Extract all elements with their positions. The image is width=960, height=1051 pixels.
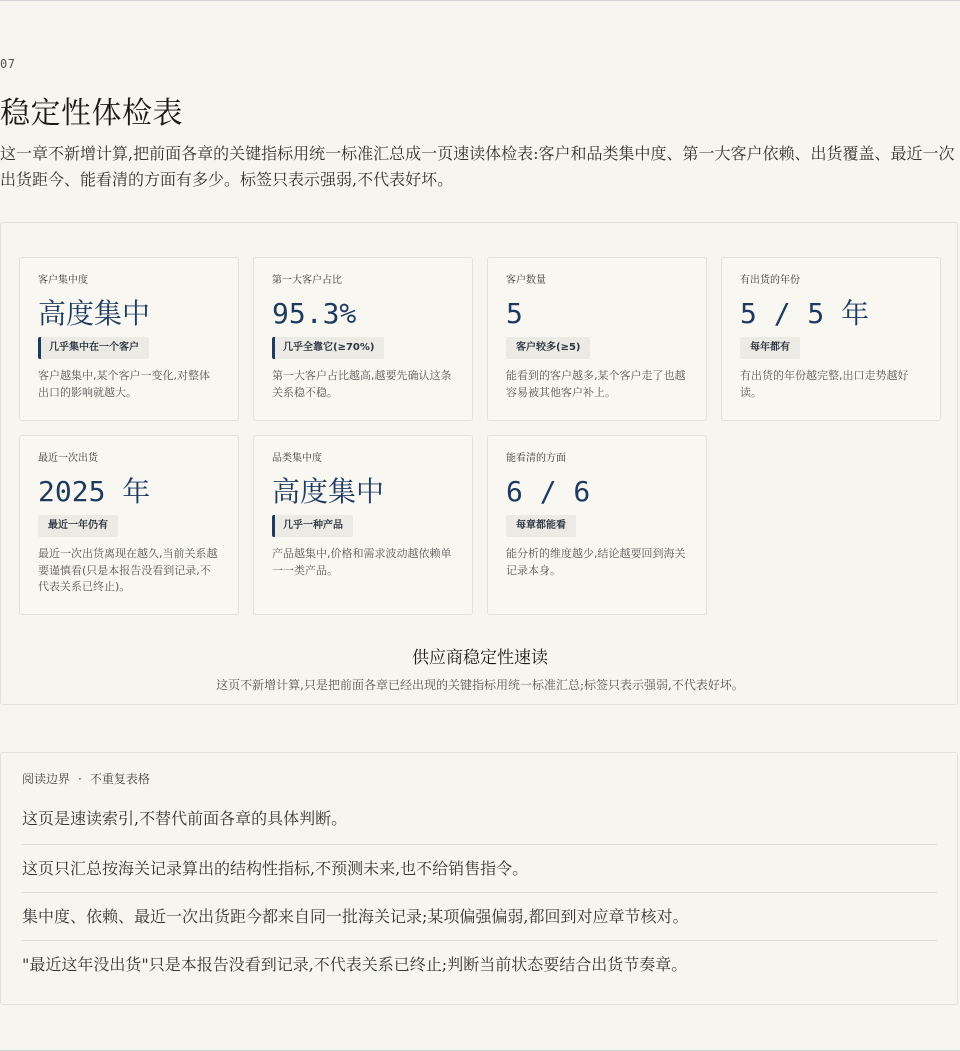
reading-boundary-section — [0, 752, 958, 1005]
card-shipping-years — [721, 257, 941, 421]
status-badge: 几乎集中在一个客户 — [38, 337, 149, 359]
list-item: 集中度、依赖、最近一次出货距今都来自同一批海关记录;某项偏强偏弱,都回到对应章节核对。 — [22, 893, 937, 941]
card-label: 品类集中度 — [272, 453, 322, 464]
card-value: 高度集中 — [38, 297, 151, 330]
card-description: 有出货的年份越完整,出口走势越好读。 — [740, 369, 909, 399]
card-customer-count — [487, 257, 707, 421]
boundary-heading-left: 阅读边界 — [22, 772, 71, 786]
quickread-title: 供应商稳定性速读 — [412, 648, 548, 668]
card-value: 5 — [506, 297, 523, 330]
chapter-number: 07 — [0, 57, 16, 71]
card-value: 6 / 6 — [506, 475, 591, 508]
card-description: 最近一次出货离现在越久,当前关系越要谨慎看(只是本报告没看到记录,不代表关系已终止)。 — [38, 547, 218, 593]
card-category-concentration — [253, 435, 473, 615]
status-badge: 客户较多(≥5) — [506, 337, 590, 359]
card-latest-shipment — [19, 435, 239, 615]
note-list — [22, 802, 937, 988]
card-visible-aspects — [487, 435, 707, 615]
boundary-heading-right: 不重复表格 — [89, 772, 150, 786]
card-label: 第一大客户占比 — [272, 275, 342, 286]
list-item: 这页是速读索引,不替代前面各章的具体判断。 — [22, 802, 937, 845]
card-label: 能看清的方面 — [506, 453, 566, 464]
card-label: 客户集中度 — [38, 275, 88, 286]
health-check-panel — [0, 222, 958, 705]
card-label: 客户数量 — [506, 275, 546, 286]
page-title: 稳定性体检表 — [0, 96, 183, 131]
status-badge: 几乎一种产品 — [272, 515, 353, 537]
status-badge: 最近一年仍有 — [38, 515, 118, 537]
card-customer-concentration — [19, 257, 239, 421]
card-description: 第一大客户占比越高,越要先确认这条关系稳不稳。 — [272, 369, 452, 399]
card-value: 2025 年 — [38, 475, 151, 508]
boundary-heading — [22, 770, 937, 788]
list-item: "最近这年没出货"只是本报告没看到记录,不代表关系已终止;判断当前状态要结合出货节奏章。 — [22, 955, 688, 974]
list-item: 这页只汇总按海关记录算出的结构性指标,不预测未来,也不给销售指令。 — [22, 845, 937, 893]
card-value: 5 / 5 年 — [740, 297, 870, 330]
card-description: 能看到的客户越多,某个客户走了也越容易被其他客户补上。 — [506, 369, 686, 399]
card-value: 高度集中 — [272, 475, 385, 508]
quickread-subtitle: 这页不新增计算,只是把前面各章已经出现的关键指标用统一标准汇总;标签只表示强弱,不代表好坏。 — [216, 678, 744, 692]
status-badge: 几乎全靠它(≥70%) — [272, 337, 384, 359]
top-rule — [0, 0, 960, 1]
heading-separator: · — [78, 772, 82, 786]
intro-paragraph: 这一章不新增计算,把前面各章的关键指标用统一标准汇总成一页速读体检表:客户和品类集中度、第一大客户依赖、出货覆盖、最近一次出货距今、能看清的方面有多少。标签只表示强弱,不代表好坏。 — [0, 144, 955, 189]
status-badge: 每章都能看 — [506, 515, 576, 537]
status-badge: 每年都有 — [740, 337, 800, 359]
card-description: 能分析的维度越少,结论越要回到海关记录本身。 — [506, 547, 686, 577]
card-label: 有出货的年份 — [740, 275, 800, 286]
card-top-customer-share — [253, 257, 473, 421]
card-description: 客户越集中,某个客户一变化,对整体出口的影响就越大。 — [38, 369, 210, 399]
card-description: 产品越集中,价格和需求波动越依赖单一一类产品。 — [272, 547, 452, 577]
card-label: 最近一次出货 — [38, 453, 98, 464]
card-value: 95.3% — [272, 297, 357, 330]
